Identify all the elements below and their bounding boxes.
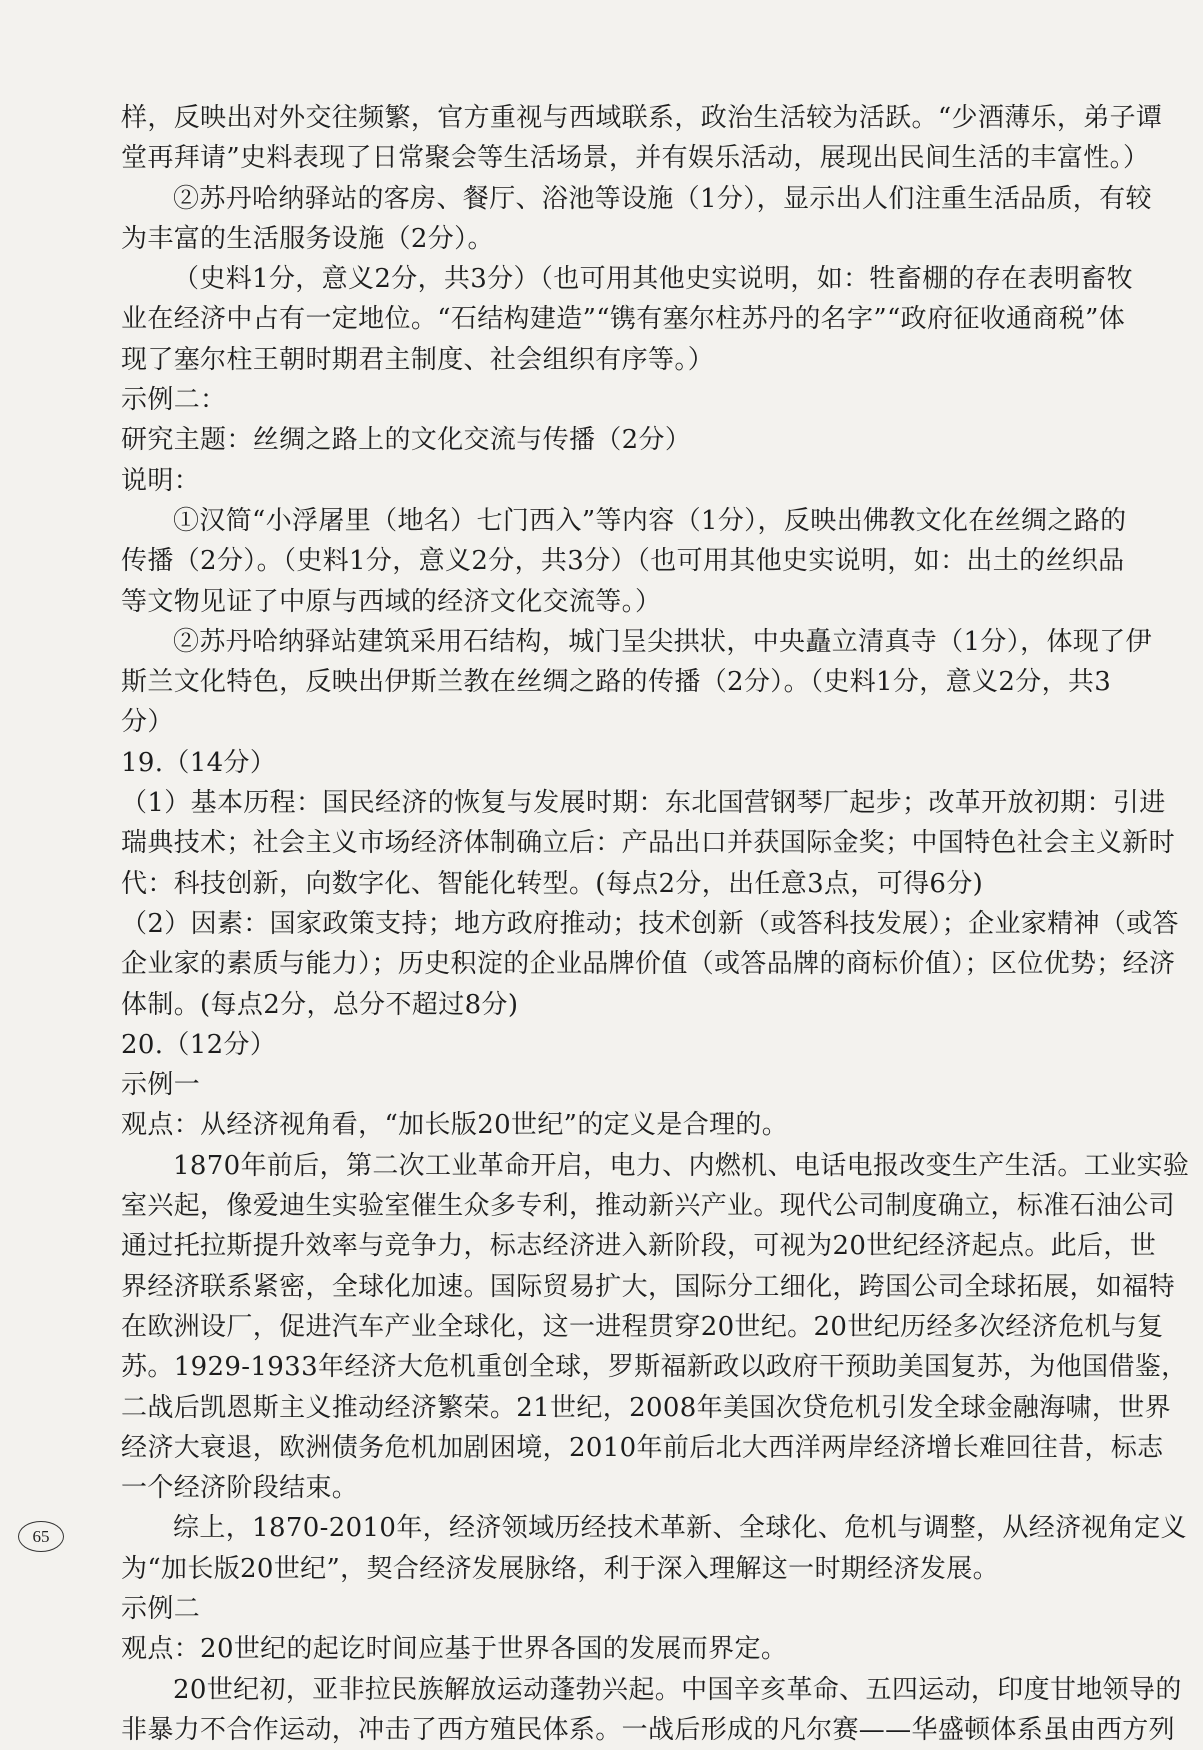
text-line: 样，反映出对外交往频繁，官方重视与西域联系，政治生活较为活跃。“少酒薄乐，弟子谭 xyxy=(121,103,1163,133)
text-line: ①汉简“小浮屠里（地名）七门西入”等内容（1分），反映出佛教文化在丝绸之路的 xyxy=(173,505,1127,536)
text-line: 业在经济中占有一定地位。“石结构建造”“镌有塞尔柱苏丹的名字”“政府征收通商税”体 xyxy=(121,304,1126,335)
text-line: 传播（2分）。（史料1分，意义2分，共3分）（也可用其他史实说明，如：出土的丝织品 xyxy=(121,546,1125,577)
text-line: 瑞典技术；社会主义市场经济体制确立后：产品出口并获国际金奖；中国特色社会主义新时 xyxy=(121,828,1176,859)
text-line: 等文物见证了中原与西域的经济文化交流等。） xyxy=(121,586,662,617)
text-line: 经济大衰退，欧洲债务危机加剧困境，2010年前后北大西洋两岸经济增长难回往昔，标志 xyxy=(121,1432,1164,1463)
text-line: 示例二 xyxy=(121,1593,201,1624)
text-line: ②苏丹哈纳驿站建筑采用石结构，城门呈尖拱状，中央矗立清真寺（1分），体现了伊 xyxy=(173,626,1152,657)
text-line: （1）基本历程：国民经济的恢复与发展时期：东北国营钢琴厂起步；改革开放初期：引进 xyxy=(121,788,1166,819)
text-line: 为“加长版20世纪”，契合经济发展脉络，利于深入理解这一时期经济发展。 xyxy=(121,1553,999,1584)
text-line: 堂再拜请”史料表现了日常聚会等生活场景，并有娱乐活动，展现出民间生活的丰富性。） xyxy=(121,143,1150,174)
page-number: 65 xyxy=(18,1521,64,1552)
text-body xyxy=(121,98,1190,1750)
text-line: 分） xyxy=(121,707,174,738)
text-line: 非暴力不合作运动，冲击了西方殖民体系。一战后形成的凡尔赛——华盛顿体系虽由西方列 xyxy=(121,1714,1176,1745)
text-line: 20世纪初，亚非拉民族解放运动蓬勃兴起。中国辛亥革命、五四运动，印度甘地领导的 xyxy=(173,1674,1182,1705)
text-line: 为丰富的生活服务设施（2分）。 xyxy=(121,223,494,254)
text-line: 观点：从经济视角看，“加长版20世纪”的定义是合理的。 xyxy=(121,1110,789,1141)
text-line: （史料1分，意义2分，共3分）（也可用其他史实说明，如：牲畜棚的存在表明畜牧 xyxy=(173,264,1133,295)
text-line: 苏。1929-1933年经济大危机重创全球，罗斯福新政以政府干预助美国复苏，为他国借鉴， xyxy=(121,1352,1188,1383)
text-line: 1870年前后，第二次工业革命开启，电力、内燃机、电话电报改变生产生活。工业实验 xyxy=(173,1150,1190,1181)
text-line: （2）因素：国家政策支持；地方政府推动；技术创新（或答科技发展）；企业家精神（或答 xyxy=(121,908,1179,939)
text-line: 说明： xyxy=(121,465,201,496)
text-line: 综上，1870-2010年，经济领域历经技术革新、全球化、危机与调整，从经济视角定义 xyxy=(173,1513,1187,1544)
text-line: 体制。(每点2分，总分不超过8分) xyxy=(121,989,519,1020)
text-line: ②苏丹哈纳驿站的客房、餐厅、浴池等设施（1分），显示出人们注重生活品质，有较 xyxy=(173,183,1152,214)
text-line: 示例二： xyxy=(121,385,227,416)
text-line: 企业家的素质与能力）；历史积淀的企业品牌价值（或答品牌的商标价值）；区位优势；经济 xyxy=(121,949,1176,980)
text-line: 二战后凯恩斯主义推动经济繁荣。21世纪，2008年美国次贷危机引发全球金融海啸，世界 xyxy=(121,1392,1171,1423)
text-line: 研究主题：丝绸之路上的文化交流与传播（2分） xyxy=(121,425,692,456)
text-line: 一个经济阶段结束。 xyxy=(121,1473,359,1504)
text-line: 20.（12分） xyxy=(121,1029,277,1060)
text-line: 代：科技创新，向数字化、智能化转型。(每点2分，出任意3点，可得6分) xyxy=(121,868,984,899)
text-line: 19.（14分） xyxy=(121,747,277,778)
text-line: 现了塞尔柱王朝时期君主制度、社会组织有序等。） xyxy=(121,344,715,375)
text-line: 斯兰文化特色，反映出伊斯兰教在丝绸之路的传播（2分）。（史料1分，意义2分，共3 xyxy=(121,667,1112,698)
text-line: 室兴起，像爱迪生实验室催生众多专利，推动新兴产业。现代公司制度确立，标准石油公司 xyxy=(121,1191,1176,1222)
text-line: 界经济联系紧密，全球化加速。国际贸易扩大，国际分工细化，跨国公司全球拓展，如福特 xyxy=(121,1271,1176,1302)
text-line: 示例一 xyxy=(121,1070,201,1101)
text-line: 观点：20世纪的起讫时间应基于世界各国的发展而界定。 xyxy=(121,1634,788,1665)
text-line: 在欧洲设厂，促进汽车产业全球化，这一进程贯穿20世纪。20世纪历经多次经济危机与复 xyxy=(121,1311,1164,1342)
text-line: 通过托拉斯提升效率与竞争力，标志经济进入新阶段，可视为20世纪经济起点。此后，世 xyxy=(121,1231,1157,1262)
